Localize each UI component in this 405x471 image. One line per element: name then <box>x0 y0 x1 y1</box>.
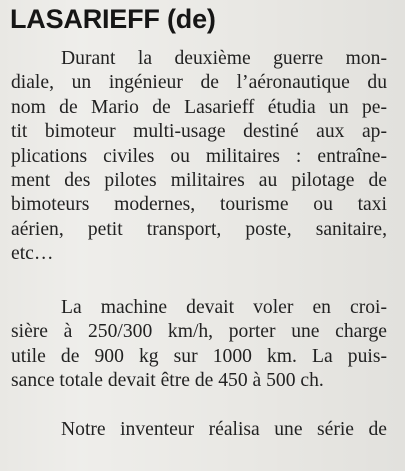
section-heading: LASARIEFF (de) <box>10 4 216 34</box>
text-line: La machine devait voler en croi- <box>61 297 387 318</box>
paragraph-2 <box>11 296 387 394</box>
paragraph-3 <box>11 418 387 442</box>
text-line: ment des pilotes militaires au pilotage de <box>11 169 387 191</box>
text-line: utile de 900 kg sur 1000 km. La puis- <box>11 345 387 367</box>
text-line: sance totale devait être de 450 à 500 ch. <box>11 370 324 392</box>
text-line: aérien, petit transport, poste, sanitaire, <box>11 218 387 240</box>
text-line: sière à 250/300 km/h, porter une charge <box>11 321 387 343</box>
text-line: diale, un ingénieur de l’aéronautique du <box>11 72 387 94</box>
text-line: plications civiles ou militaires : entraîne- <box>11 145 387 167</box>
text-line: Notre inventeur réalisa une série de <box>61 419 387 440</box>
paragraph-1 <box>11 47 387 267</box>
text-line: tit bimoteur multi-usage destiné aux ap- <box>11 121 387 143</box>
text-line: etc… <box>11 243 54 265</box>
text-line: Durant la deuxième guerre mon- <box>61 48 387 69</box>
text-line: bimoteurs modernes, tourisme ou taxi <box>11 194 387 216</box>
text-line: nom de Mario de Lasarieff étudia un pe- <box>11 96 387 118</box>
